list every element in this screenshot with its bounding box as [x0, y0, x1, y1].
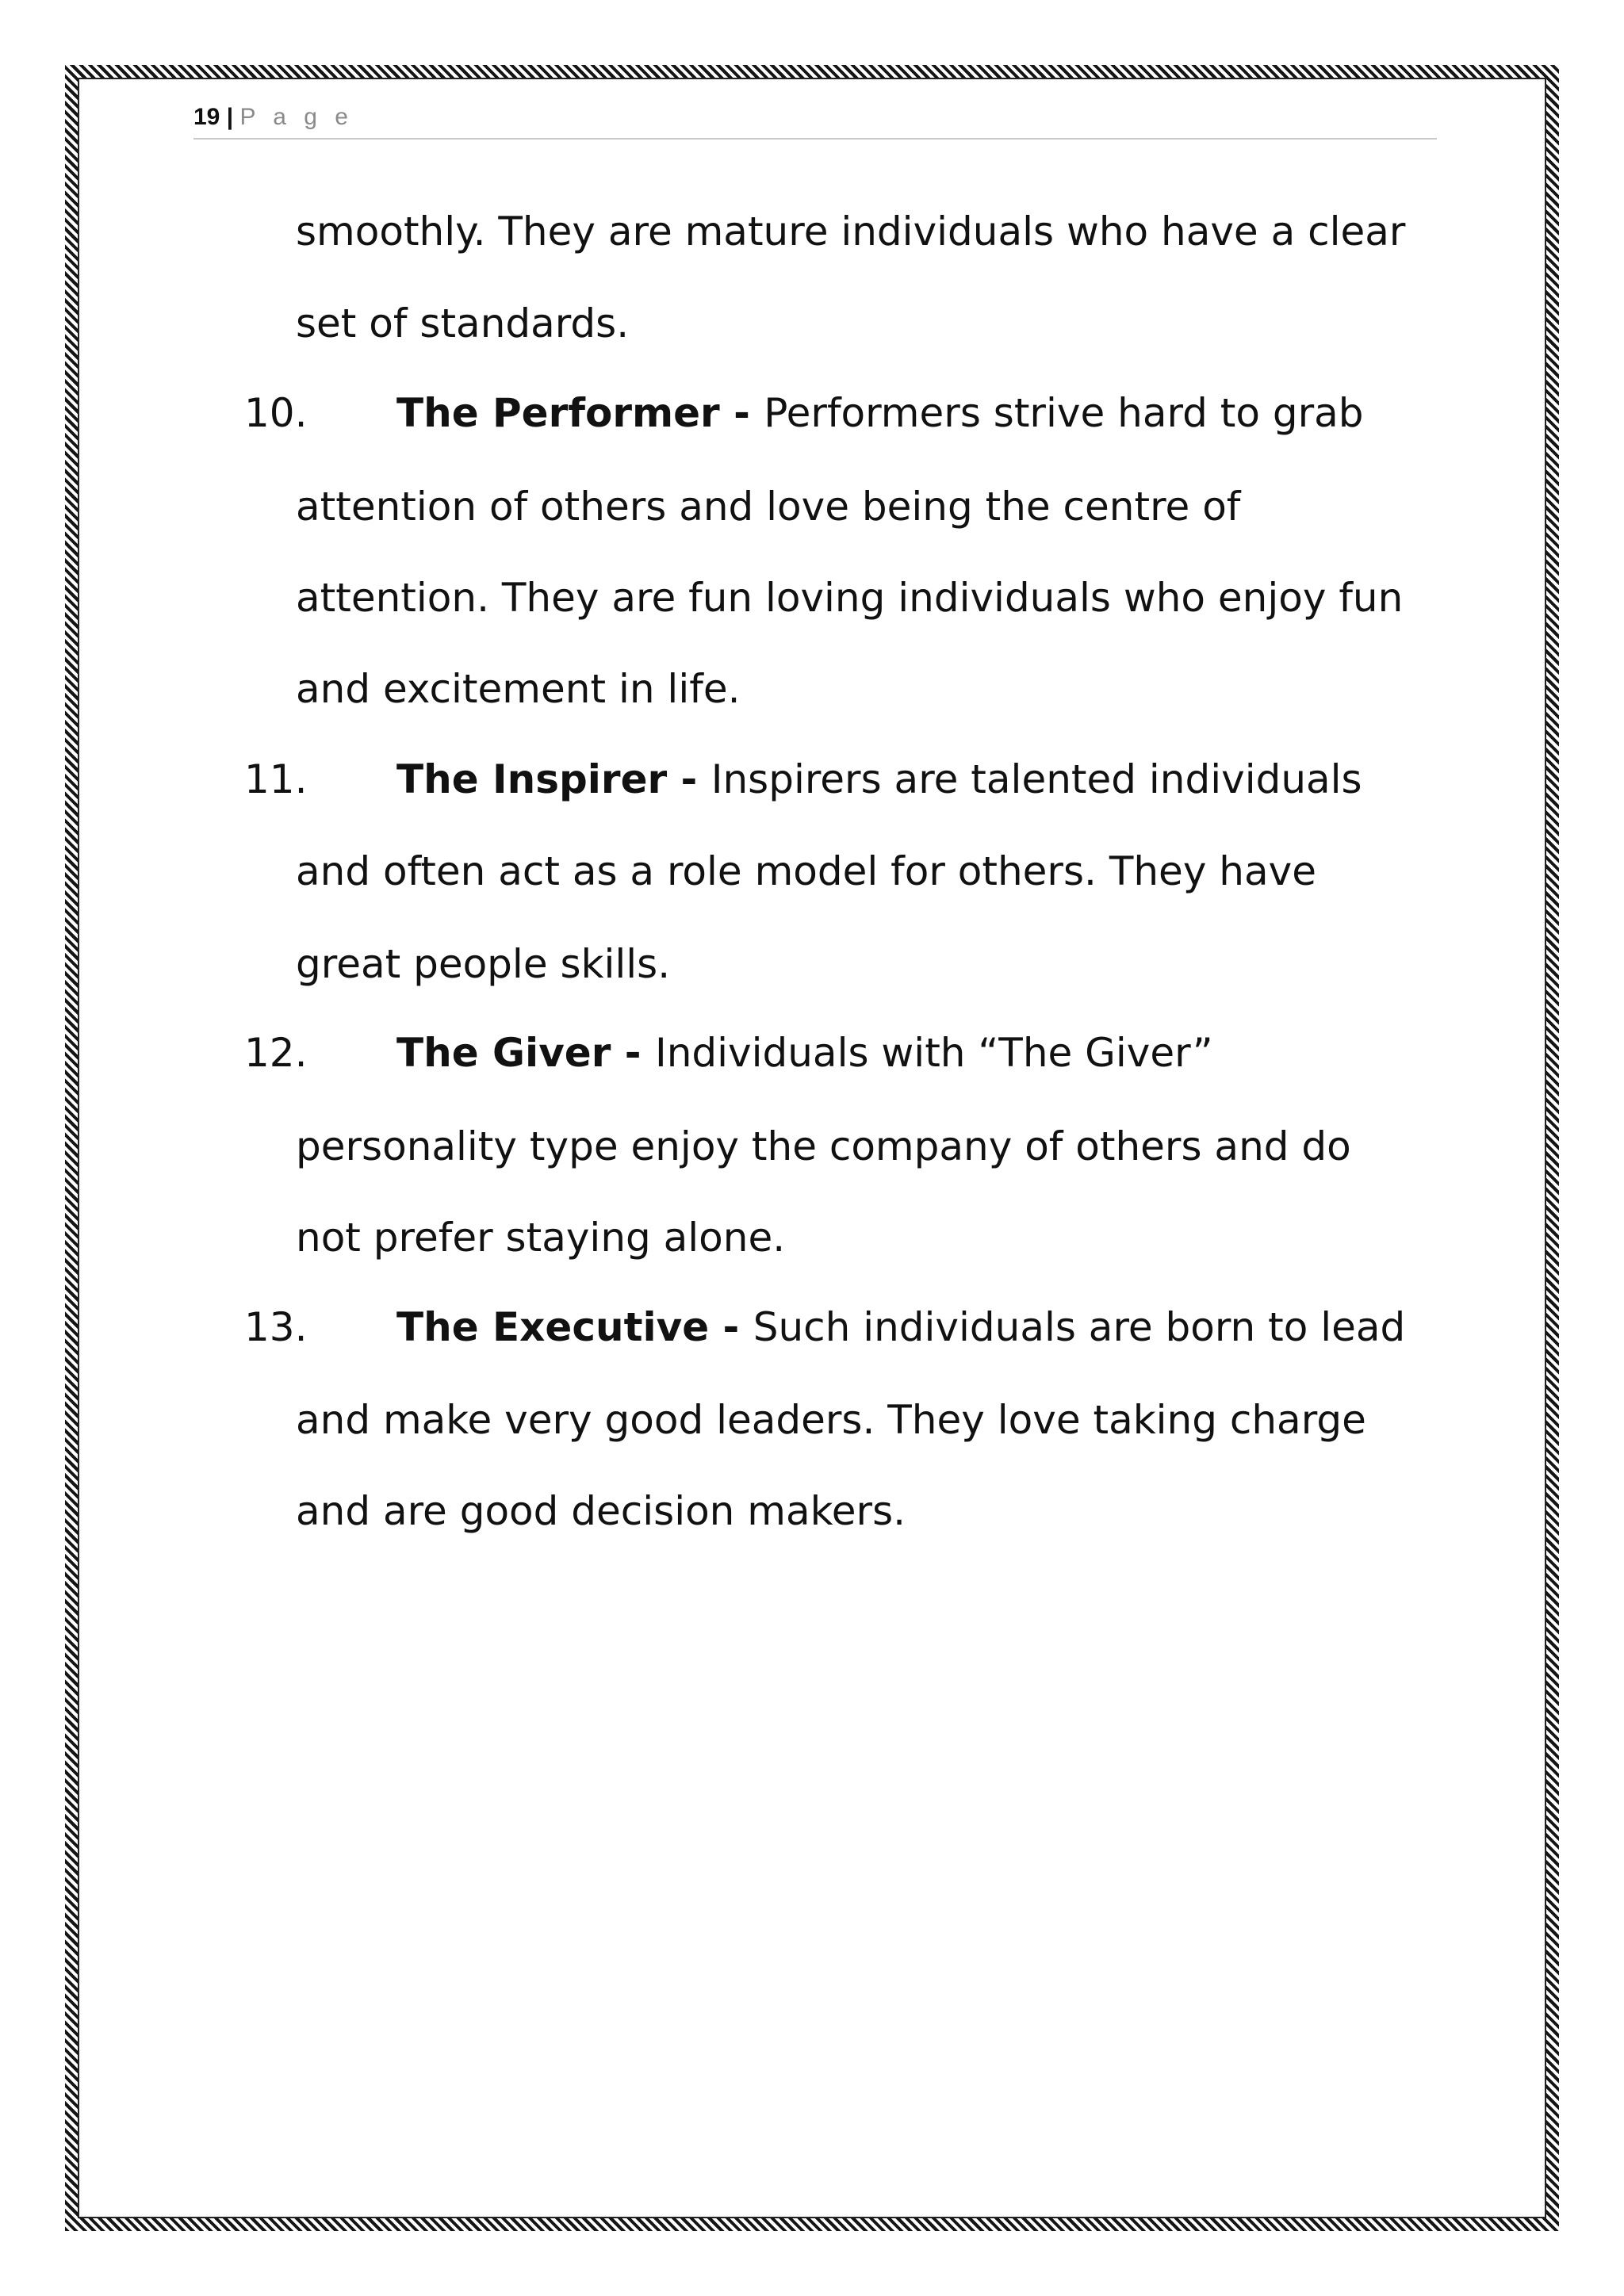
- list-item-first-line: [396, 756, 1362, 803]
- list-item-text: Performers strive hard to grab: [764, 390, 1364, 436]
- list-item-text: Individuals with “The Giver”: [654, 1030, 1213, 1076]
- list-item-first-line: [396, 1303, 1405, 1351]
- list-item-line: attention. They are fun loving individuals who enjoy fun: [296, 575, 1404, 621]
- list-item-line: and often act as a role model for others. They have: [296, 848, 1316, 894]
- list-item-number: 12.: [244, 1030, 308, 1076]
- list-item-line: and excitement in life.: [296, 666, 741, 712]
- list-item-first-line: [396, 1029, 1213, 1077]
- list-item-line: personality type enjoy the company of others and do: [296, 1123, 1351, 1169]
- page-label: P a g e: [239, 104, 354, 130]
- list-item-term: The Giver: [396, 1030, 611, 1076]
- list-item-number: 11.: [244, 756, 308, 802]
- list-item-dash: -: [667, 756, 711, 802]
- list-item-first-line: [396, 389, 1364, 437]
- paragraph-line: set of standards.: [296, 300, 630, 346]
- list-item-line: not prefer staying alone.: [296, 1215, 786, 1261]
- page-number: 19: [193, 104, 220, 130]
- list-item-line: and are good decision makers.: [296, 1488, 906, 1534]
- list-item-dash: -: [719, 390, 764, 436]
- page-header: [193, 101, 1437, 140]
- page-separator: |: [226, 104, 234, 130]
- list-item-term: The Executive: [396, 1304, 710, 1350]
- list-item-number: 13.: [244, 1304, 308, 1350]
- list-item-dash: -: [611, 1030, 655, 1076]
- list-item-text: Inspirers are talented individuals: [710, 756, 1362, 802]
- list-item-line: and make very good leaders. They love taking charge: [296, 1397, 1366, 1443]
- paragraph-line: smoothly. They are mature individuals who have a clear: [296, 209, 1406, 254]
- list-item-term: The Inspirer: [396, 756, 668, 802]
- list-item-line: great people skills.: [296, 941, 671, 987]
- list-item-text: Such individuals are born to lead: [753, 1304, 1406, 1350]
- list-item-number: 10.: [244, 390, 308, 436]
- list-item-line: attention of others and love being the centre of: [296, 484, 1241, 530]
- list-item-dash: -: [709, 1304, 753, 1350]
- list-item-term: The Performer: [396, 390, 720, 436]
